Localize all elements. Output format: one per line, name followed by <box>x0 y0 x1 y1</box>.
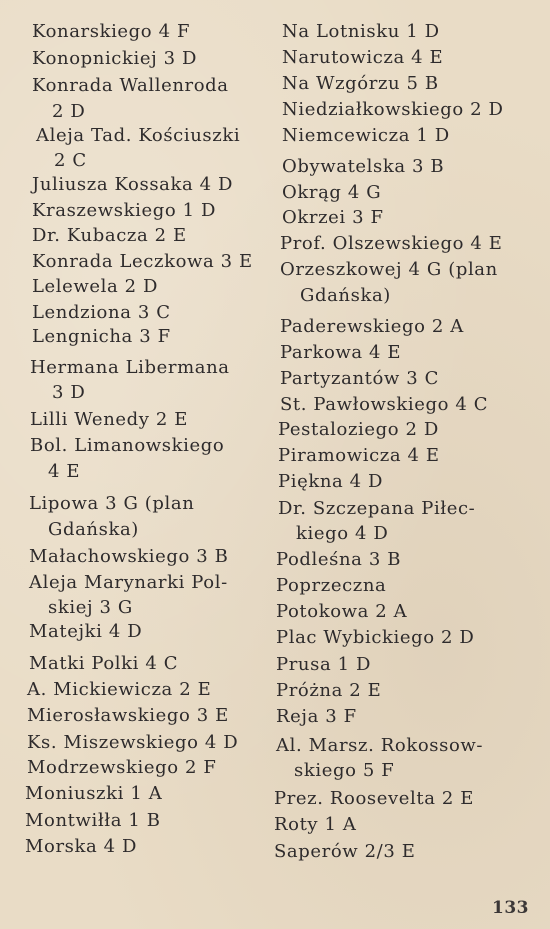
street-entry: Parkowa 4 E <box>280 342 402 363</box>
street-entry: Montwiłła 1 B <box>25 810 161 831</box>
street-entry: Lelewela 2 D <box>32 276 159 297</box>
street-entry: Konopnickiej 3 D <box>32 48 198 69</box>
street-entry: Prusa 1 D <box>276 654 372 675</box>
street-entry: Piękna 4 D <box>278 471 384 492</box>
street-entry: Dr. Kubacza 2 E <box>32 225 187 246</box>
street-entry: Prez. Roosevelta 2 E <box>274 788 474 809</box>
street-entry: Podleśna 3 B <box>276 549 402 570</box>
street-entry-continuation: skiej 3 G <box>48 597 133 618</box>
street-entry: Ks. Miszewskiego 4 D <box>27 732 239 753</box>
street-entry: Modrzewskiego 2 F <box>27 757 217 778</box>
street-entry: Niedziałkowskiego 2 D <box>282 99 504 120</box>
street-entry: Morska 4 D <box>25 836 138 857</box>
street-entry: Konarskiego 4 F <box>32 21 191 42</box>
street-entry: Paderewskiego 2 A <box>280 316 464 337</box>
street-entry: Małachowskiego 3 B <box>29 546 229 567</box>
street-entry-continuation: 3 D <box>52 382 86 403</box>
street-entry: Obywatelska 3 B <box>282 156 445 177</box>
street-entry: Próżna 2 E <box>276 680 382 701</box>
street-entry-continuation: 2 C <box>54 150 87 171</box>
street-entry: Matki Polki 4 C <box>29 653 179 674</box>
street-entry: Okrąg 4 G <box>282 182 382 203</box>
street-entry: Potokowa 2 A <box>276 601 408 622</box>
street-entry: Na Lotnisku 1 D <box>282 21 440 42</box>
street-entry: A. Mickiewicza 2 E <box>27 679 212 700</box>
street-entry: Juliusza Kossaka 4 D <box>32 174 234 195</box>
street-entry: Aleja Tad. Kościuszki <box>36 125 241 146</box>
street-entry: Niemcewicza 1 D <box>282 125 450 146</box>
street-entry: Plac Wybickiego 2 D <box>276 627 475 648</box>
street-entry-continuation: Gdańska) <box>48 519 139 540</box>
street-entry: Bol. Limanowskiego <box>30 435 225 456</box>
street-entry-continuation: skiego 5 F <box>294 760 395 781</box>
street-entry: Reja 3 F <box>276 706 357 727</box>
street-entry: Lendziona 3 C <box>32 302 171 323</box>
street-entry-continuation: Gdańska) <box>300 285 391 306</box>
street-entry-continuation: 2 D <box>52 101 86 122</box>
street-entry: Piramowicza 4 E <box>278 445 440 466</box>
street-entry: Prof. Olszewskiego 4 E <box>280 233 503 254</box>
street-entry: Orzeszkowej 4 G (plan <box>280 259 498 280</box>
street-entry: Na Wzgórzu 5 B <box>282 73 439 94</box>
street-entry: Aleja Marynarki Pol- <box>29 572 228 593</box>
street-entry-continuation: 4 E <box>48 461 81 482</box>
street-entry: Saperów 2/3 E <box>274 841 416 862</box>
street-entry: Lipowa 3 G (plan <box>29 493 195 514</box>
street-entry: Matejki 4 D <box>29 621 143 642</box>
street-entry: Al. Marsz. Rokossow- <box>276 735 484 756</box>
street-entry: St. Pawłowskiego 4 C <box>280 394 489 415</box>
street-entry: Pestaloziego 2 D <box>278 419 439 440</box>
street-entry: Dr. Szczepana Piłec- <box>278 498 476 519</box>
street-entry: Lengnicha 3 F <box>32 326 171 347</box>
street-entry: Konrada Wallenroda <box>32 75 229 96</box>
street-entry: Lilli Wenedy 2 E <box>30 409 188 430</box>
street-entry: Hermana Libermana <box>30 357 230 378</box>
street-entry-continuation: kiego 4 D <box>296 523 389 544</box>
street-entry: Konrada Leczkowa 3 E <box>32 251 253 272</box>
street-entry: Moniuszki 1 A <box>25 783 163 804</box>
street-entry: Roty 1 A <box>274 814 357 835</box>
street-entry: Okrzei 3 F <box>282 207 384 228</box>
street-entry: Mierosławskiego 3 E <box>27 705 229 726</box>
street-entry: Kraszewskiego 1 D <box>32 200 217 221</box>
street-entry: Poprzeczna <box>276 575 387 596</box>
street-entry: Partyzantów 3 C <box>280 368 439 389</box>
page-number: 133 <box>492 898 529 918</box>
street-entry: Narutowicza 4 E <box>282 47 444 68</box>
